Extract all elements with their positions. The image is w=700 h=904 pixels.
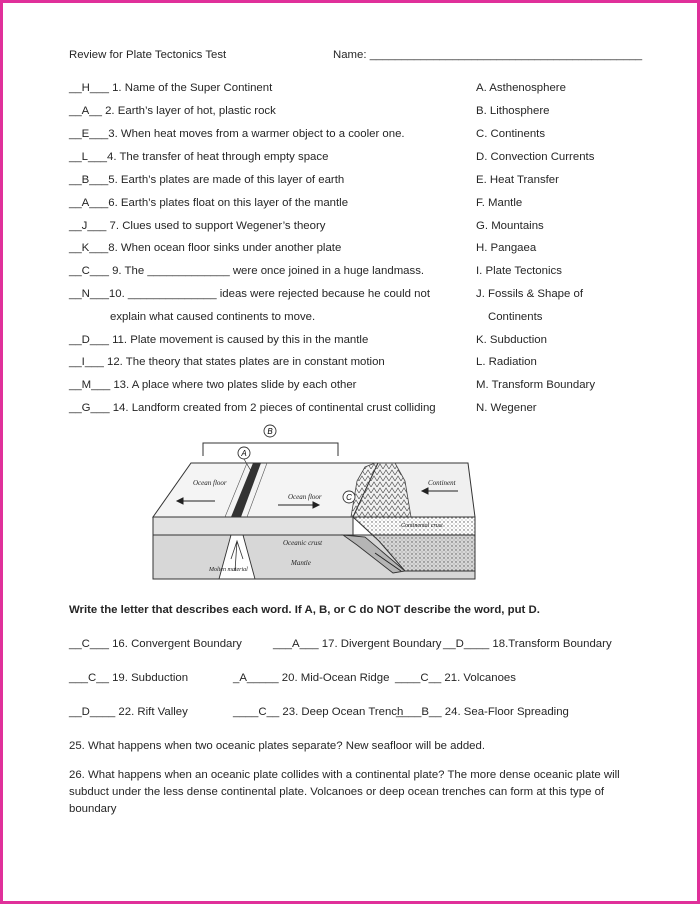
answer-h: H. Pangaea [476, 242, 537, 254]
question-1: __H___ 1. Name of the Super Continent [69, 82, 273, 94]
label-mantle: Mantle [291, 559, 311, 567]
question-3: __E___3. When heat moves from a warmer object to a cooler one. [69, 128, 405, 140]
question-6: __A___6. Earth’s plates float on this layer of the mantle [69, 197, 349, 209]
question-13: __M___ 13. A place where two plates slide by each other [69, 379, 357, 391]
oceanic-crust-layer [153, 517, 353, 535]
item-18: __D____ 18.Transform Boundary [443, 638, 612, 650]
label-continent: Continent [428, 479, 456, 487]
answer-b: B. Lithosphere [476, 105, 550, 117]
answer-j: J. Fossils & Shape of [476, 288, 583, 300]
worksheet-title: Review for Plate Tectonics Test [69, 49, 227, 61]
question-9: __C___ 9. The _____________ were once joined in a huge landmass. [69, 265, 425, 277]
label-c: C [346, 493, 352, 502]
question-11: __D___ 11. Plate movement is caused by this in the mantle [69, 334, 369, 346]
answer-e: E. Heat Transfer [476, 174, 559, 186]
item-19: ___C__ 19. Subduction [69, 672, 189, 684]
label-c-marker [343, 491, 355, 503]
label-continental-crust: Continental crust [401, 523, 443, 529]
item-24: ____B__ 24. Sea-Floor Spreading [396, 706, 569, 718]
question-10: __N___10. ______________ ideas were rejected because he could not [69, 288, 430, 300]
answer-n: N. Wegener [476, 402, 537, 414]
answer-d: D. Convection Currents [476, 151, 595, 163]
question-5: __B___5. Earth’s plates are made of this layer of earth [69, 174, 345, 186]
item-21: ____C__ 21. Volcanoes [395, 672, 516, 684]
answer-j-continued: Continents [488, 311, 543, 323]
question-10-continued: explain what caused continents to move. [110, 311, 316, 323]
answer-a: A. Asthenosphere [476, 82, 566, 94]
question-7: __J___ 7. Clues used to support Wegener’s theory [69, 220, 326, 232]
answer-g: G. Mountains [476, 220, 544, 232]
question-14: __G___ 14. Landform created from 2 pieces of continental crust colliding [69, 402, 436, 414]
question-26-line-2: subduct under the less dense continental plate. Volcanoes or deep ocean trenches can form at this type of [69, 786, 605, 798]
question-26-line-3: boundary [69, 803, 117, 815]
item-20: _A_____ 20. Mid-Ocean Ridge [233, 672, 390, 684]
label-oceanic-crust: Oceanic crust [283, 539, 323, 547]
answer-c: C. Continents [476, 128, 546, 140]
question-25: 25. What happens when two oceanic plates separate? New seafloor will be added. [69, 740, 486, 752]
question-12: __I___ 12. The theory that states plates are in constant motion [69, 356, 385, 368]
label-ocean-floor-left: Ocean floor [193, 479, 227, 487]
answer-k: K. Subduction [476, 334, 547, 346]
label-b: B [267, 427, 273, 436]
label-a: A [241, 449, 247, 458]
question-2: __A__ 2. Earth’s layer of hot, plastic rock [69, 105, 276, 117]
label-ocean-floor-mid: Ocean floor [288, 493, 322, 501]
answer-f: F. Mantle [476, 197, 523, 209]
answer-l: L. Radiation [476, 356, 537, 368]
answer-i: I. Plate Tectonics [476, 265, 562, 277]
section-instructions: Write the letter that describes each word. If A, B, or C do NOT describe the word, put D. [69, 604, 540, 616]
label-b-bracket [203, 425, 338, 456]
question-26-line-1: 26. What happens when an oceanic plate collides with a continental plate? The more dense oceanic plate will [69, 769, 620, 781]
item-17: ___A___ 17. Divergent Boundary [273, 638, 442, 650]
ocean-floor-surface [153, 463, 378, 517]
item-23: ____C__ 23. Deep Ocean Trench [233, 706, 404, 718]
item-16: __C___ 16. Convergent Boundary [69, 638, 242, 650]
name-field-label: Name: ___________________________________________ [333, 49, 643, 61]
answer-m: M. Transform Boundary [476, 379, 596, 391]
plate-boundary-diagram [143, 421, 483, 585]
item-22: __D____ 22. Rift Valley [69, 706, 188, 718]
question-8: __K___8. When ocean floor sinks under another plate [69, 242, 342, 254]
label-molten-material: Molten material [209, 567, 248, 573]
question-4: __L___4. The transfer of heat through empty space [69, 151, 329, 163]
